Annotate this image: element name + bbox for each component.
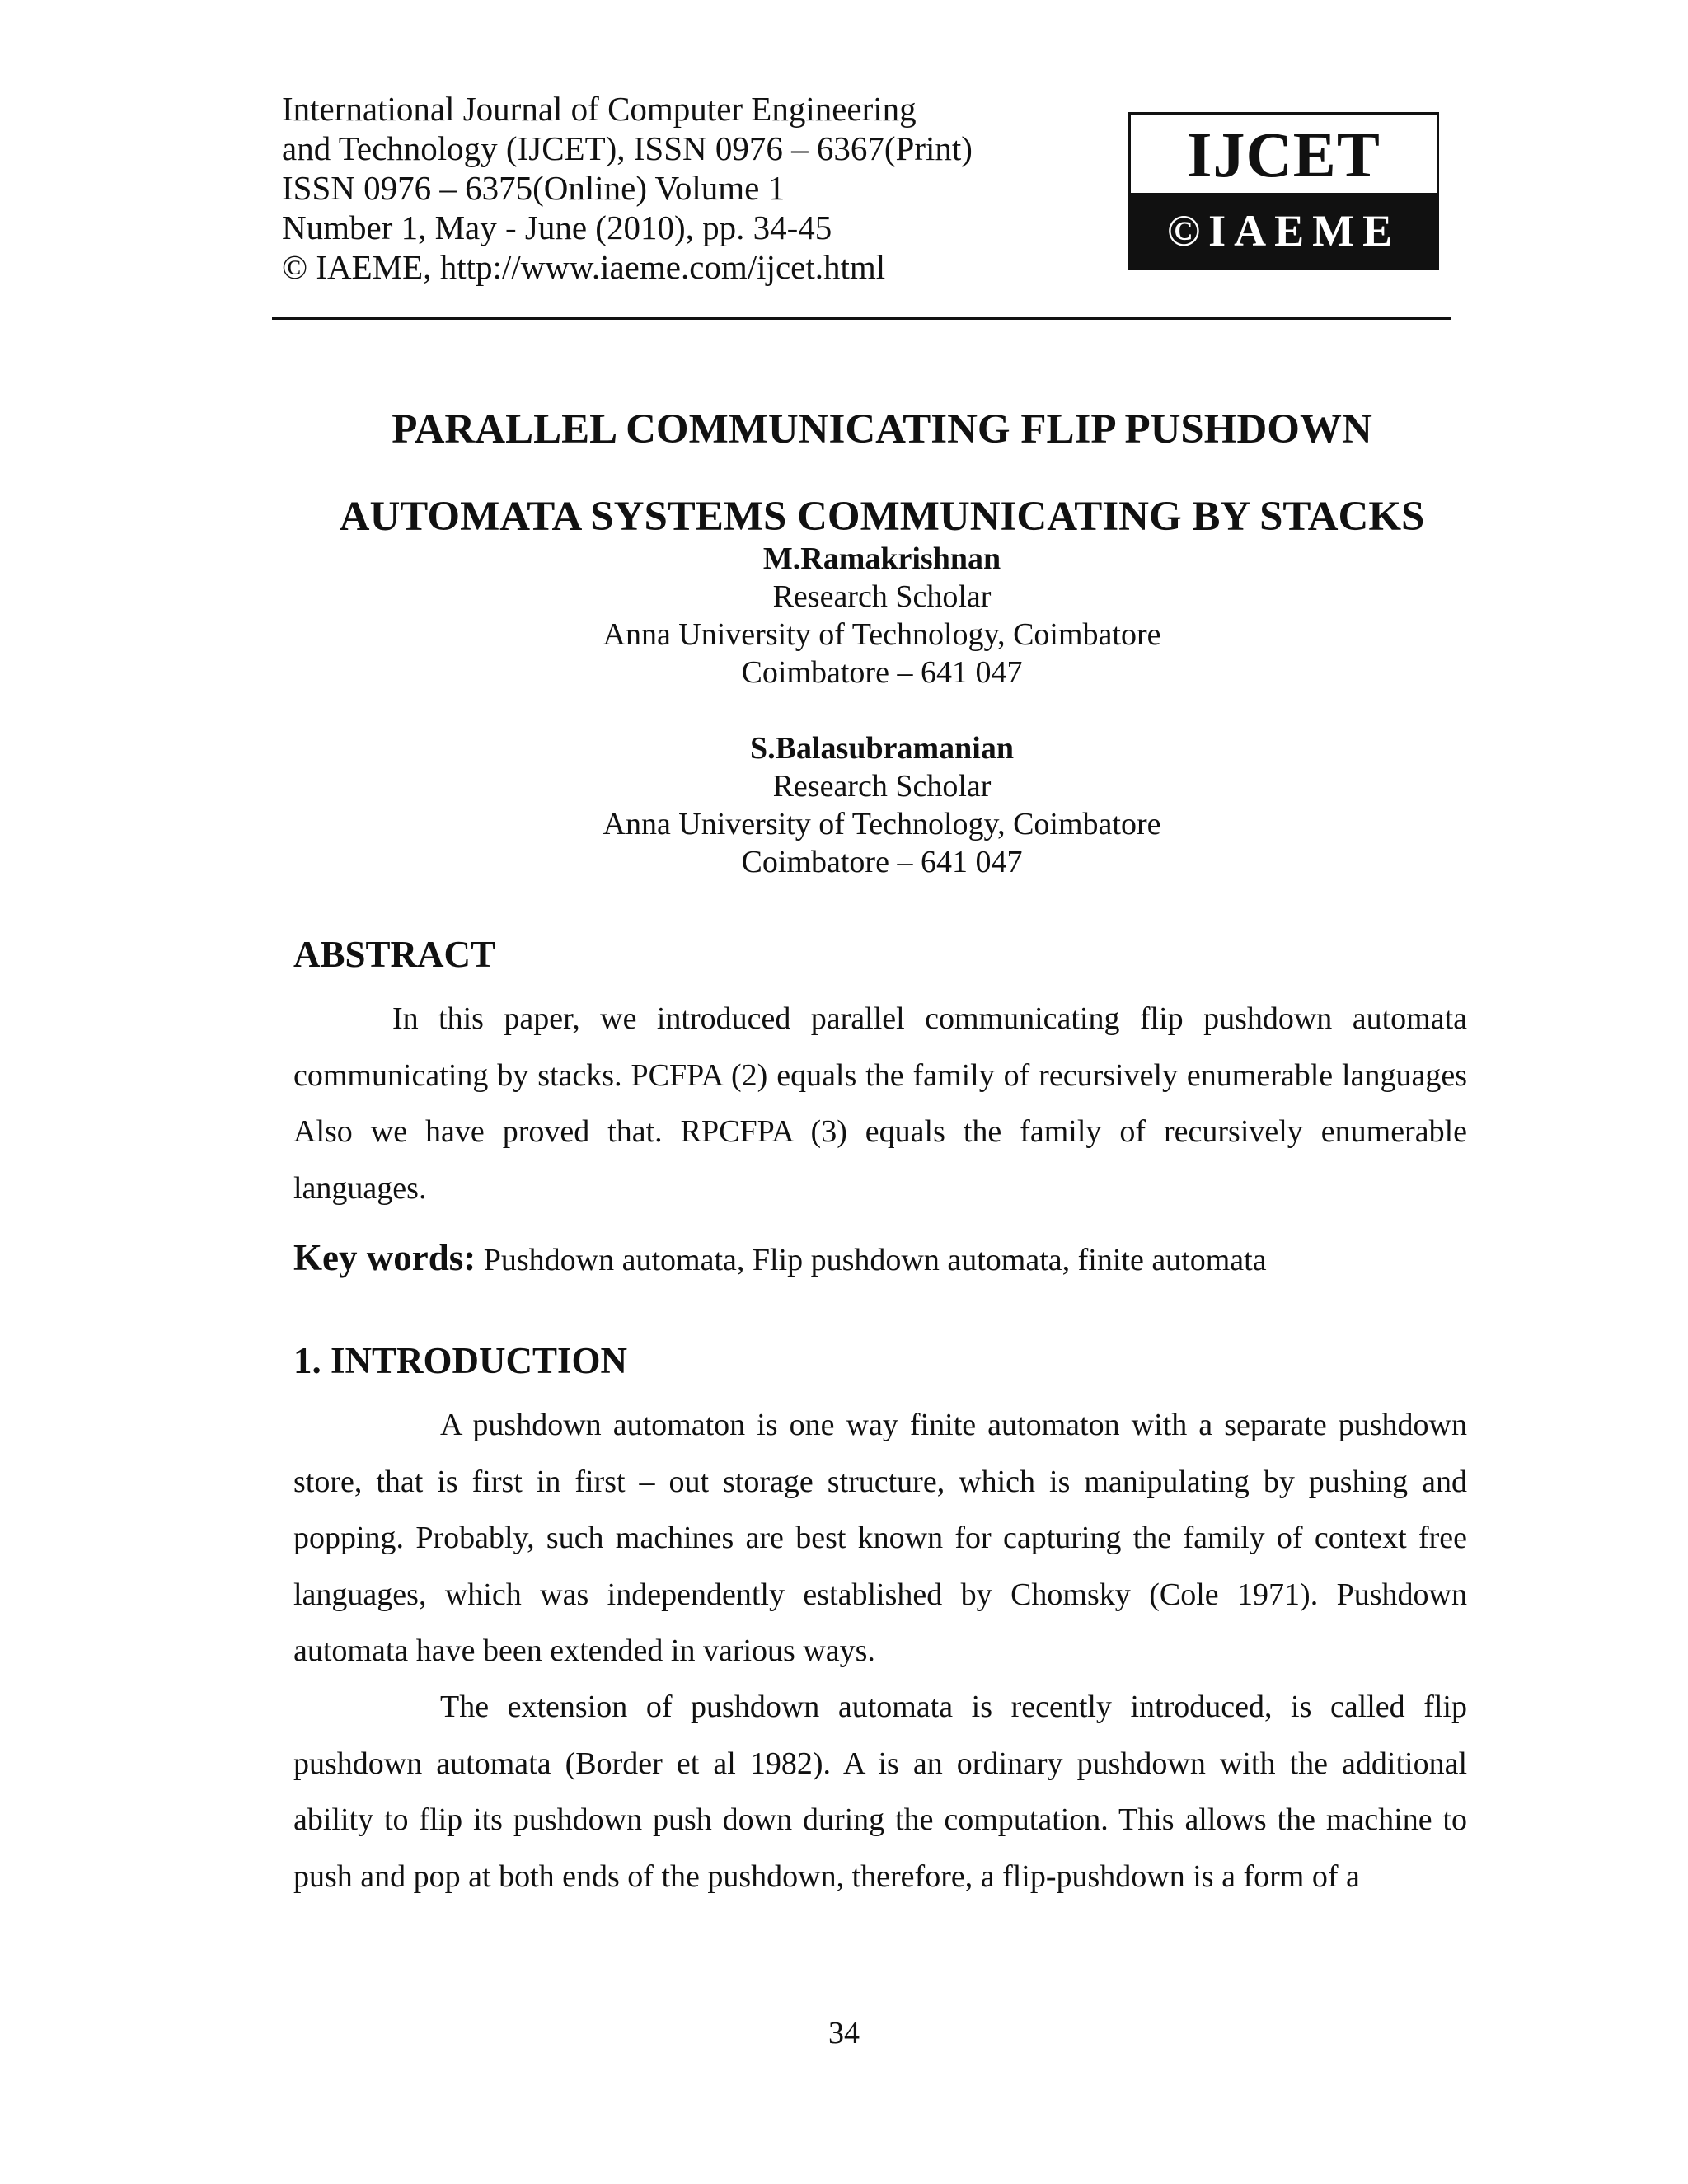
author-address: Coimbatore – 641 047 [741, 845, 1023, 879]
paper-title [247, 386, 1517, 560]
paper-title-line: PARALLEL COMMUNICATING FLIP PUSHDOWN [392, 406, 1372, 452]
page-number: 34 [828, 2016, 860, 2050]
keywords-line [293, 1235, 1467, 1283]
author-affiliation: Anna University of Technology, Coimbatore [603, 617, 1161, 652]
author-role: Research Scholar [772, 579, 992, 614]
logo-top-text: IJCET [1187, 119, 1381, 190]
logo-bottom-text: ©IAEME [1131, 193, 1437, 268]
introduction-paragraph: The extension of pushdown automata is recently introduced, is called flip pushdown automata (Border et al 1982). A is an ordinary pushdown with the additional ability to flip its pushdown push down during the computation. This allows the machine to push and pop at both ends of the pushdown, therefore, a flip-pushdown is a form of a [293, 1690, 1467, 1894]
keywords-label: Key words: [293, 1237, 476, 1278]
introduction-paragraph: A pushdown automaton is one way finite automaton with a separate pushdown store, that is first in first – out storage structure, which is manipulating by pushing and popping. Probably, such machines are best known for capturing the family of context free languages, which was independently established by Chomsky (Cole 1971). Pushdown automata have been extended in various ways. [293, 1408, 1467, 1668]
abstract-heading: ABSTRACT [293, 934, 496, 975]
journal-header [282, 89, 1090, 287]
author-name: M.Ramakrishnan [762, 541, 1001, 576]
author-list [429, 540, 1335, 881]
author-role: Research Scholar [772, 769, 992, 804]
journal-header-line: and Technology (IJCET), ISSN 0976 – 6367(Print) [282, 129, 973, 167]
abstract-text: In this paper, we introduced parallel communicating flip pushdown automata communicating by stacks. PCFPA (2) equals the family of recursively enumerable languages Also we have proved that. RPCFPA (3) equals the family of recursively enumerable languages. [293, 1001, 1467, 1206]
journal-header-line: Number 1, May - June (2010), pp. 34-45 [282, 209, 832, 246]
author-block [429, 540, 1335, 691]
journal-logo [1128, 112, 1439, 270]
keywords-text: Pushdown automata, Flip pushdown automata, finite automata [476, 1243, 1267, 1277]
header-divider [272, 317, 1451, 320]
introduction-heading: 1. INTRODUCTION [293, 1340, 628, 1381]
author-name: S.Balasubramanian [750, 731, 1014, 766]
journal-header-line: International Journal of Computer Engineering [282, 90, 917, 128]
author-affiliation: Anna University of Technology, Coimbatore [603, 807, 1161, 841]
author-address: Coimbatore – 641 047 [741, 655, 1023, 690]
paper-title-line: AUTOMATA SYSTEMS COMMUNICATING BY STACKS [339, 494, 1425, 540]
author-block [429, 729, 1335, 881]
journal-header-line: © IAEME, http://www.iaeme.com/ijcet.html [282, 248, 886, 286]
journal-header-line: ISSN 0976 – 6375(Online) Volume 1 [282, 169, 785, 207]
